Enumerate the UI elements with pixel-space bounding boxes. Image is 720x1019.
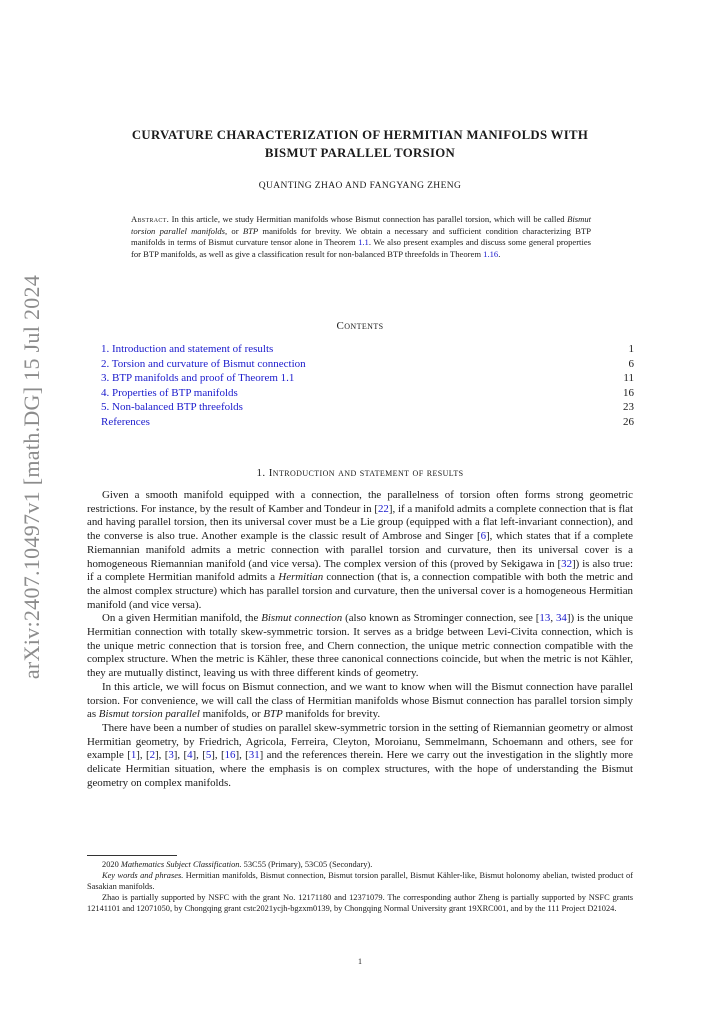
abstract-text: In this article, we study Hermitian manifolds whose Bismut connection has parallel torsion, which will be called xyxy=(169,214,568,224)
footnotes xyxy=(87,860,633,915)
text-run: ], if a manifold admits a complete connection that is flat and having parallel torsion, then its universal cover must be a Lie group (equipped with a flat left-invariant connection), and the converse is also true. Another example is the classic result of Ambrose and Singer [ xyxy=(87,502,633,543)
toc-entry[interactable] xyxy=(101,415,634,430)
toc-entry-page: 16 xyxy=(623,386,634,399)
toc-entry-label[interactable]: 3. BTP manifolds and proof of Theorem 1.1 xyxy=(101,372,295,385)
citation-link[interactable]: 4 xyxy=(187,749,193,762)
authors: QUANTING ZHAO AND FANGYANG ZHENG xyxy=(258,181,462,191)
abstract-text: manifolds for brevity. We obtain a necessary and sufficient condition characterizing BTP manifolds in terms of Bismut curvature tensor alone in Theorem xyxy=(131,225,591,248)
body-text xyxy=(87,489,633,790)
paper-title xyxy=(100,126,620,162)
title-line-2: BISMUT PARALLEL TORSION xyxy=(264,146,456,160)
citation-link[interactable]: 34 xyxy=(555,612,567,625)
citation-link[interactable]: 16 xyxy=(224,749,236,762)
text-run: , xyxy=(550,612,556,625)
text-run: connection (that is, a connection compatible with both the metric and the almost complex structure) which has parallel torsion and curvature, then the universal cover is a homogeneous Hermitian manifold (and vice versa). xyxy=(87,571,633,611)
toc-entry[interactable] xyxy=(101,386,634,401)
citation-link[interactable]: 2 xyxy=(149,749,156,762)
footnote xyxy=(87,871,633,893)
arxiv-stamp-text: arXiv:2407.10497v1 [math.DG] 15 Jul 2024 xyxy=(19,274,44,680)
toc-entry[interactable] xyxy=(101,371,634,386)
toc-entry-label[interactable]: 4. Properties of BTP manifolds xyxy=(101,386,238,399)
arxiv-stamp xyxy=(12,274,52,680)
page-number: 1 xyxy=(358,957,362,966)
emphasis: Mathematics Subject Classification. xyxy=(120,860,242,869)
toc-entry-page: 1 xyxy=(628,343,634,355)
footnote-rule xyxy=(87,855,177,856)
abstract-label: Abstract. xyxy=(131,214,170,224)
title-line-1: CURVATURE CHARACTERIZATION OF HERMITIAN MANIFOLDS WITH xyxy=(131,128,589,142)
text-run: ]) is also true: if a complete Hermitian manifold admits a xyxy=(87,557,633,584)
emphasis: Hermitian xyxy=(278,571,324,584)
text-run: ]) is the unique Hermitian connection with totally skew-symmetric torsion. It serves as a bridge between Levi-Civita connection, which is the unique metric connection that is torsion free, and Chern connection, the unique metric connection compatible with the complex structure. When the metric is Kähler, these three canonical connections coincide, but when the metric is not Kähler, they are mutually distinct, leaving us with three different kinds of geometry. xyxy=(87,612,633,680)
text-run: manifolds for brevity. xyxy=(282,708,381,721)
table-of-contents xyxy=(101,342,634,430)
abstract-text: . xyxy=(498,248,501,259)
text-run: (also known as Strominger connection, see [ xyxy=(342,612,540,625)
toc-entry-page: 6 xyxy=(628,357,634,370)
paragraph xyxy=(87,681,633,722)
contents-heading: Contents xyxy=(336,320,384,332)
toc-entry-label[interactable]: References xyxy=(101,415,150,428)
toc-entry-page: 23 xyxy=(623,401,634,414)
text-run: manifolds, or xyxy=(199,708,264,721)
emphasis: Bismut torsion parallel xyxy=(98,708,200,721)
toc-entry-label[interactable]: 1. Introduction and statement of results xyxy=(101,343,274,355)
text-run: ], [ xyxy=(211,749,225,762)
theorem-link[interactable]: 1.1 xyxy=(358,237,369,248)
toc-entry[interactable] xyxy=(101,400,634,415)
abstract-text: , or xyxy=(225,225,243,236)
emphasis: BTP xyxy=(263,708,283,721)
text-run: ], [ xyxy=(173,749,188,762)
toc-entry-label[interactable]: 2. Torsion and curvature of Bismut connection xyxy=(101,357,306,370)
text-run: ], [ xyxy=(136,749,150,762)
text-run: ], [ xyxy=(155,749,169,762)
citation-link[interactable]: 13 xyxy=(539,612,551,625)
text-run: ] and the references therein. Here we carry out the investigation in the slightly more delicate Hermitian situation, where the emphasis is on complex structures, with the hope of understanding the Bismut geometry on complex manifolds. xyxy=(87,749,633,789)
theorem-link[interactable]: 1.16 xyxy=(483,248,499,259)
abstract-emph: Bismut torsion parallel manifolds xyxy=(131,214,591,236)
text-run: ], [ xyxy=(235,749,249,762)
emphasis: Bismut connection xyxy=(261,612,343,625)
citation-link[interactable]: 6 xyxy=(480,530,487,543)
citation-link[interactable]: 32 xyxy=(561,557,573,570)
text-run: Hermitian manifolds, Bismut connection, Bismut torsion parallel, Bismut Kähler-like, Bismut holonomy abelian, twisted product of Sasakian manifolds. xyxy=(87,870,634,891)
text-run: In this article, we will focus on Bismut connection, and we want to know when will the Bismut connection have parallel torsion. For convenience, we will call the class of Hermitian manifolds whose Bismut connection has parallel torsion simply as xyxy=(87,680,633,721)
footnote xyxy=(87,860,633,871)
citation-link[interactable]: 1 xyxy=(130,749,137,762)
abstract xyxy=(131,214,591,260)
citation-link[interactable]: 5 xyxy=(205,749,212,762)
abstract-emph: BTP xyxy=(242,225,259,236)
text-run: ], which states that if a complete Riemannian manifold admits a metric connection with parallel torsion and curvature, then its universal cover is a homogeneous Riemannian manifold (and vice versa). The complex version of this (proved by Sekigawa in [ xyxy=(87,530,633,570)
text-run: There have been a number of studies on parallel skew-symmetric torsion in the setting of Riemannian geometry or almost Hermitian geometry, by Friedrich, Agricola, Ferreira, Cleyton, Moroianu, Semmelmann, Schoemann and others, see for example [ xyxy=(87,721,633,762)
text-run: On a given Hermitian manifold, the xyxy=(102,612,262,625)
citation-link[interactable]: 22 xyxy=(377,502,389,515)
abstract-text: . We also present examples and discuss some general properties for BTP manifolds, as well as give a classification result for non-balanced BTP threefolds in Theorem xyxy=(131,237,591,259)
toc-entry[interactable] xyxy=(101,342,634,357)
toc-entry-page: 11 xyxy=(623,372,634,385)
paragraph xyxy=(87,722,633,791)
paragraph xyxy=(87,612,633,681)
citation-link[interactable]: 31 xyxy=(248,749,260,762)
paragraph xyxy=(87,489,633,612)
footnote: Zhao is partially supported by NSFC with the grant No. 12171180 and 12371079. The corresponding author Zheng is partially supported by NSFC grants 12141101 and 12071050, by Chongqing grant cstc2021ycjh-bgzxm0139, by Chongqing Normal University grant 19XRC001, and by the 111 Project D21024. xyxy=(87,892,633,913)
emphasis: Key words and phrases. xyxy=(102,870,184,880)
text-run: Given a smooth manifold equipped with a connection, the parallelness of torsion often forms strong geometric restrictions. For instance, by the result of Kamber and Tondeur in [ xyxy=(87,489,633,515)
toc-entry-page: 26 xyxy=(623,415,634,428)
toc-entry[interactable] xyxy=(101,357,634,372)
section-heading: 1. Introduction and statement of results xyxy=(256,467,464,479)
text-run: ], [ xyxy=(192,749,206,762)
text-run: 2020 xyxy=(102,860,121,869)
toc-entry-label[interactable]: 5. Non-balanced BTP threefolds xyxy=(101,401,243,414)
citation-link[interactable]: 3 xyxy=(168,749,174,762)
text-run: 53C55 (Primary), 53C05 (Secondary). xyxy=(241,860,373,869)
